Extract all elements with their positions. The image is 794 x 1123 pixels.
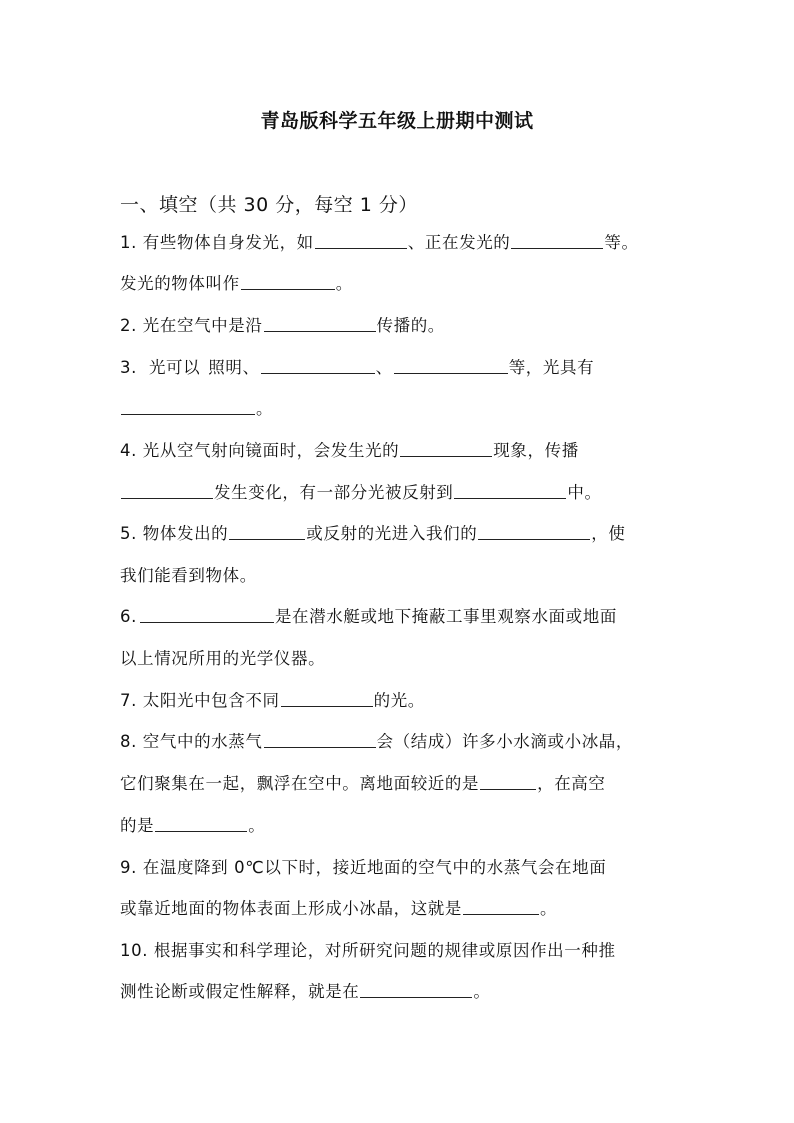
q8-text-a: 8. 空气中的水蒸气 (120, 732, 263, 751)
q9-text-c: 。 (540, 899, 558, 918)
q1-text-e: 。 (335, 274, 353, 293)
q3-blank-2 (394, 357, 508, 374)
q7-text-a: 7. 太阳光中包含不同 (120, 691, 280, 710)
q6-text-a: 6. (120, 607, 137, 626)
q10-text-a: 10. 根据事实和科学理论，对所研究问题的规律或原因作出一种推 (120, 941, 616, 960)
question-10-line-1 (120, 940, 680, 962)
q9-text-b: 或靠近地面的物体表面上形成小冰晶，这就是 (120, 899, 462, 918)
question-4-line-2 (120, 482, 680, 504)
q8-text-d: ，在高空 (537, 774, 606, 793)
q10-blank-1 (360, 981, 472, 998)
page-title: 青岛版科学五年级上册期中测试 (260, 110, 534, 132)
question-1-line-2 (120, 273, 680, 295)
q2-text-a: 2. 光在空气中是沿 (120, 316, 263, 335)
q8-text-f: 。 (248, 816, 266, 835)
question-6-line-1 (120, 606, 680, 628)
question-10-line-2 (120, 981, 680, 1003)
q5-text-b: 或反射的光进入我们的 (306, 524, 478, 543)
question-8-line-1 (120, 731, 680, 753)
q2-blank-1 (264, 315, 376, 332)
q4-text-c: 发生变化，有一部分光被反射到 (214, 483, 454, 502)
q6-text-b: 是在潜水艇或地下掩蔽工事里观察水面或地面 (274, 607, 617, 626)
question-2-line-1 (120, 315, 680, 337)
question-6-line-2 (120, 648, 680, 670)
q3-text-c: 照明、 (208, 358, 260, 377)
q1-blank-3 (241, 273, 335, 290)
q4-text-d: 中。 (567, 483, 602, 502)
question-7-line-1 (120, 690, 680, 712)
q1-blank-2 (511, 232, 603, 249)
q1-text-d: 发光的物体叫作 (120, 274, 240, 293)
q1-blank-1 (315, 232, 407, 249)
q9-text-a: 9. 在温度降到 0℃以下时，接近地面的空气中的水蒸气会在地面 (120, 858, 607, 877)
q8-blank-2 (480, 773, 536, 790)
q5-text-a: 5. 物体发出的 (120, 524, 229, 543)
question-1-line-1 (120, 232, 680, 254)
q2-text-b: 传播的。 (376, 316, 445, 335)
q6-text-c: 以上情况所用的光学仪器。 (120, 649, 326, 668)
q7-text-b: 的光。 (373, 691, 425, 710)
q3-text-a: 3. (120, 358, 137, 377)
q8-text-c: 它们聚集在一起，飘浮在空中。离地面较近的是 (120, 774, 480, 793)
question-5-line-2 (120, 565, 680, 587)
q4-blank-3 (454, 482, 566, 499)
q3-blank-1 (261, 357, 375, 374)
q5-blank-1 (229, 523, 305, 540)
q4-text-b: 现象，传播 (493, 441, 579, 460)
question-8-line-2 (120, 773, 680, 795)
question-5-line-1 (120, 523, 680, 545)
q4-text-a: 4. 光从空气射向镜面时，会发生光的 (120, 441, 400, 460)
q3-text-f: 。 (256, 399, 274, 418)
q10-text-c: 。 (473, 982, 491, 1001)
question-8-line-3 (120, 815, 680, 837)
q7-blank-1 (281, 690, 373, 707)
question-3-line-2 (120, 398, 680, 420)
q9-blank-1 (463, 898, 539, 915)
q8-text-b: 会（结成）许多小水滴或小冰晶， (376, 732, 633, 751)
q3-text-d: 、 (375, 358, 393, 377)
q5-text-d: 我们能看到物体。 (120, 566, 257, 585)
question-9-line-2 (120, 898, 680, 920)
q8-text-e: 的是 (120, 816, 155, 835)
q10-text-b: 测性论断或假定性解释，就是在 (120, 982, 360, 1001)
q1-text-b: 、正在发光的 (407, 233, 511, 252)
q3-text-e: 等，光具有 (508, 358, 595, 377)
q4-blank-1 (400, 440, 492, 457)
section-heading-fill-blank: 一、填空（共 30 分，每空 1 分） (120, 194, 418, 216)
q8-blank-1 (264, 731, 376, 748)
q1-text-a: 1. 有些物体自身发光，如 (120, 233, 314, 252)
q4-blank-2 (121, 482, 213, 499)
question-3-line-1 (120, 357, 680, 379)
q5-blank-2 (478, 523, 590, 540)
question-4-line-1 (120, 440, 680, 462)
q3-blank-3 (121, 398, 255, 415)
q6-blank-1 (140, 606, 274, 623)
q1-text-c: 等。 (604, 233, 639, 252)
q5-text-c: ，使 (591, 524, 626, 543)
q8-blank-3 (155, 815, 247, 832)
question-9-line-1 (120, 857, 680, 879)
q3-text-b: 光可以 (148, 358, 201, 377)
